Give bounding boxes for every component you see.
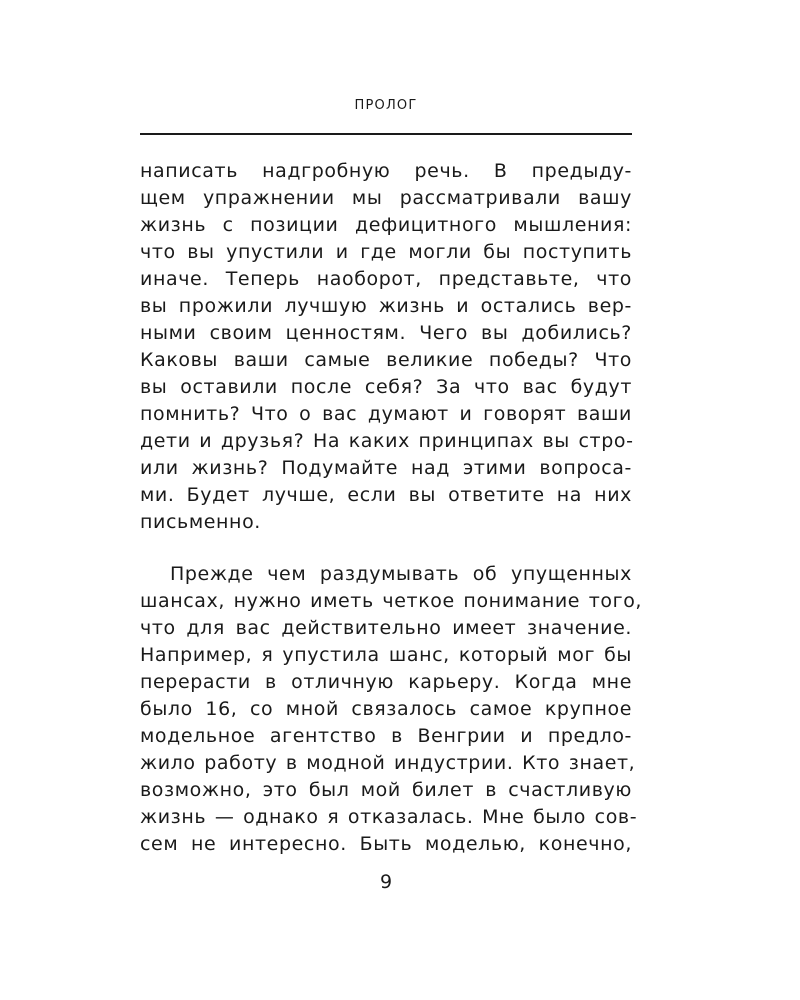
body-text xyxy=(140,158,643,858)
paragraph-gap xyxy=(140,536,632,561)
text-line: ными своим ценностям. Чего вы добились? xyxy=(140,322,632,344)
text-line: или жизнь? Подумайте над этими вопроса- xyxy=(140,457,632,479)
text-line: что вы упустили и где могли бы поступить xyxy=(140,241,632,263)
text-line: жизнь с позиции дефицитного мышления: xyxy=(140,214,632,236)
text-line: Прежде чем раздумывать об упущенных xyxy=(170,563,632,585)
header-rule xyxy=(140,133,632,135)
text-line: возможно, это был мой билет в счастливую xyxy=(140,779,632,801)
text-line: сем не интересно. Быть моделью, конечно, xyxy=(140,833,632,855)
text-line: шансах, нужно иметь четкое понимание того, xyxy=(140,590,643,612)
running-head: ПРОЛОГ xyxy=(354,98,418,113)
text-line: помнить? Что о вас думают и говорят ваши xyxy=(140,403,632,425)
text-line: ми. Будет лучше, если вы ответите на них xyxy=(140,484,632,506)
text-line: дети и друзья? На каких принципах вы стро- xyxy=(140,430,634,452)
text-line: Каковы ваши самые великие победы? Что xyxy=(140,349,632,371)
paragraph-1 xyxy=(140,158,632,536)
text-line: щем упражнении мы рассматривали вашу xyxy=(140,187,632,209)
page-number: 9 xyxy=(379,871,393,893)
text-line: жизнь — однако я отказалась. Мне было сов- xyxy=(140,806,638,828)
text-line: жило работу в модной индустрии. Кто знает, xyxy=(140,752,636,774)
text-line: было 16, со мной связалось самое крупное xyxy=(140,698,632,720)
paragraph-2 xyxy=(140,561,643,858)
text-line: модельное агентство в Венгрии и предло- xyxy=(140,725,632,747)
text-line: иначе. Теперь наоборот, представьте, что xyxy=(140,268,632,290)
text-line: письменно. xyxy=(140,511,261,533)
text-line: перерасти в отличную карьеру. Когда мне xyxy=(140,671,632,693)
text-line: вы прожили лучшую жизнь и остались вер- xyxy=(140,295,632,317)
text-line: написать надгробную речь. В предыду- xyxy=(140,160,632,182)
text-line: что для вас действительно имеет значение. xyxy=(140,617,632,639)
text-line: вы оставили после себя? За что вас будут xyxy=(140,376,632,398)
text-line: Например, я упустила шанс, который мог бы xyxy=(140,644,632,666)
